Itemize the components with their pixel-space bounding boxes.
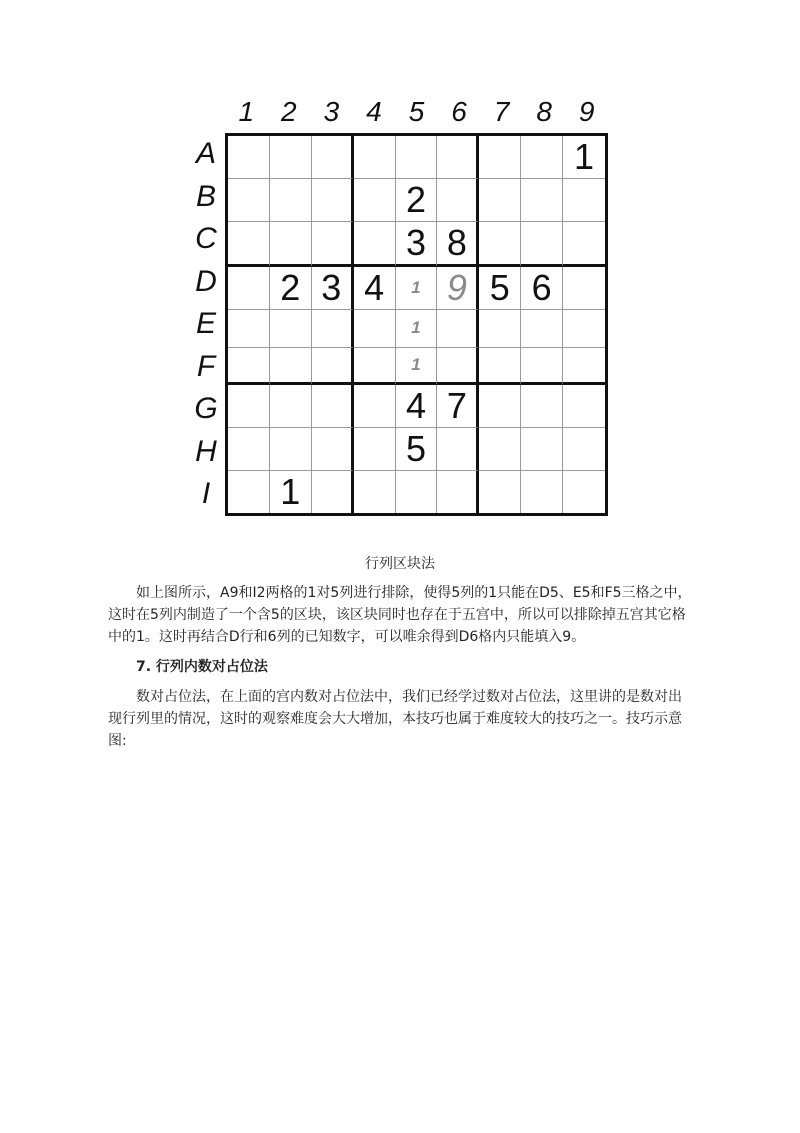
grid-cell — [312, 179, 354, 222]
column-label: 6 — [451, 96, 467, 127]
grid-cell — [354, 385, 396, 428]
column-label: 3 — [323, 96, 340, 127]
row-label: C — [195, 222, 217, 256]
grid-cell-filled: 1 — [396, 348, 438, 386]
grid-cell — [228, 471, 270, 513]
grid-cell — [354, 310, 396, 348]
grid-cell — [228, 222, 270, 267]
grid-cell — [521, 222, 563, 267]
grid-cell — [437, 428, 479, 471]
grid-cell — [521, 310, 563, 348]
row-label: I — [201, 477, 211, 511]
grid-cell-filled: 9 — [437, 267, 479, 310]
grid-cell — [479, 471, 521, 513]
grid-cell — [312, 428, 354, 471]
grid-cell — [270, 348, 312, 386]
grid-cell — [312, 136, 354, 179]
grid-cell — [563, 179, 605, 222]
row-label: G — [194, 392, 218, 426]
grid-cell — [479, 179, 521, 222]
grid-cell-filled: 1 — [396, 310, 438, 348]
grid-cell-filled: 3 — [312, 267, 354, 310]
grid-cell-filled: 6 — [521, 267, 563, 310]
grid-cell-filled: 4 — [396, 385, 438, 428]
grid-cell-filled: 7 — [437, 385, 479, 428]
column-label: 8 — [536, 96, 552, 127]
row-label: H — [195, 434, 217, 468]
grid-cell — [270, 310, 312, 348]
column-label: 7 — [493, 96, 510, 127]
grid-cell — [354, 348, 396, 386]
column-label: 4 — [366, 96, 382, 127]
grid-cell — [396, 471, 438, 513]
grid-cell — [270, 385, 312, 428]
grid-cell — [479, 136, 521, 179]
grid-cell-filled: 3 — [396, 222, 438, 267]
grid-cell — [479, 222, 521, 267]
grid-cell — [228, 385, 270, 428]
row-label: F — [196, 349, 216, 383]
grid-cell — [354, 471, 396, 513]
grid-cell-filled: 5 — [479, 267, 521, 310]
grid-cell — [479, 348, 521, 386]
column-label: 1 — [238, 96, 255, 127]
grid-cell — [228, 179, 270, 222]
grid-cell — [521, 428, 563, 471]
grid-cell — [563, 310, 605, 348]
grid-cell — [563, 471, 605, 513]
column-label: 5 — [408, 96, 425, 127]
grid-cell — [312, 310, 354, 348]
grid-cell — [396, 136, 438, 179]
grid-cell — [521, 179, 563, 222]
section-heading: 7. 行列内数对占位法 — [136, 659, 268, 675]
grid-cell — [563, 222, 605, 267]
grid-cell — [312, 222, 354, 267]
grid-cell — [479, 310, 521, 348]
figure-caption: 行列区块法 — [365, 556, 435, 572]
grid-cell — [437, 310, 479, 348]
grid-cell — [521, 348, 563, 386]
sudoku-figure — [188, 96, 618, 520]
row-label: D — [195, 264, 217, 298]
grid-cell — [437, 471, 479, 513]
grid-cell — [563, 267, 605, 310]
grid-cell — [354, 179, 396, 222]
grid-cell — [563, 348, 605, 386]
row-label: B — [195, 179, 216, 213]
row-label: A — [195, 137, 216, 170]
grid-cell — [228, 348, 270, 386]
grid-cell-filled: 1 — [563, 136, 605, 179]
grid-cell — [521, 471, 563, 513]
grid-cell — [312, 348, 354, 386]
grid-cell — [563, 428, 605, 471]
grid-cell-filled: 4 — [354, 267, 396, 310]
grid-cell — [312, 471, 354, 513]
grid-cell — [437, 179, 479, 222]
column-label: 9 — [578, 96, 595, 127]
grid-cell — [228, 428, 270, 471]
grid-cell-filled: 1 — [270, 471, 312, 513]
grid-cell — [270, 428, 312, 471]
grid-cell — [479, 428, 521, 471]
grid-cell — [354, 136, 396, 179]
grid-cell — [270, 222, 312, 267]
paragraph-explanation: 如上图所示，A9和I2两格的1对5列进行排除，使得5列的1只能在D5、E5和F5三格之中，这时在5列内制造了一个含5的区块，该区块同时也存在于五宫中，所以可以排除掉五宫其它格中的1。这时再结合D行和6列的已知数字，可以唯余得到D6格内只能填入9。 — [108, 585, 692, 645]
grid-cell — [270, 179, 312, 222]
grid-cell — [228, 136, 270, 179]
grid-cell — [354, 222, 396, 267]
grid-cell — [437, 136, 479, 179]
grid-cell-filled: 1 — [396, 267, 438, 310]
grid-cell — [312, 385, 354, 428]
grid-cell-filled: 5 — [396, 428, 438, 471]
sudoku-grid — [225, 133, 608, 516]
grid-cell — [270, 136, 312, 179]
grid-cell — [354, 428, 396, 471]
grid-cell — [437, 348, 479, 386]
paragraph-intro: 数对占位法，在上面的宫内数对占位法中，我们已经学过数对占位法，这里讲的是数对出现行列里的情况，这时的观察难度会大大增加，本技巧也属于难度较大的技巧之一。技巧示意图: — [108, 689, 682, 749]
grid-cell-filled: 8 — [437, 222, 479, 267]
grid-cell — [521, 136, 563, 179]
grid-cell-filled: 2 — [270, 267, 312, 310]
grid-cell — [563, 385, 605, 428]
row-label: E — [195, 307, 216, 341]
grid-cell — [228, 310, 270, 348]
grid-cell — [521, 385, 563, 428]
grid-cell-filled: 2 — [396, 179, 438, 222]
column-label: 2 — [281, 96, 297, 127]
grid-cell — [228, 267, 270, 310]
grid-cell — [479, 385, 521, 428]
